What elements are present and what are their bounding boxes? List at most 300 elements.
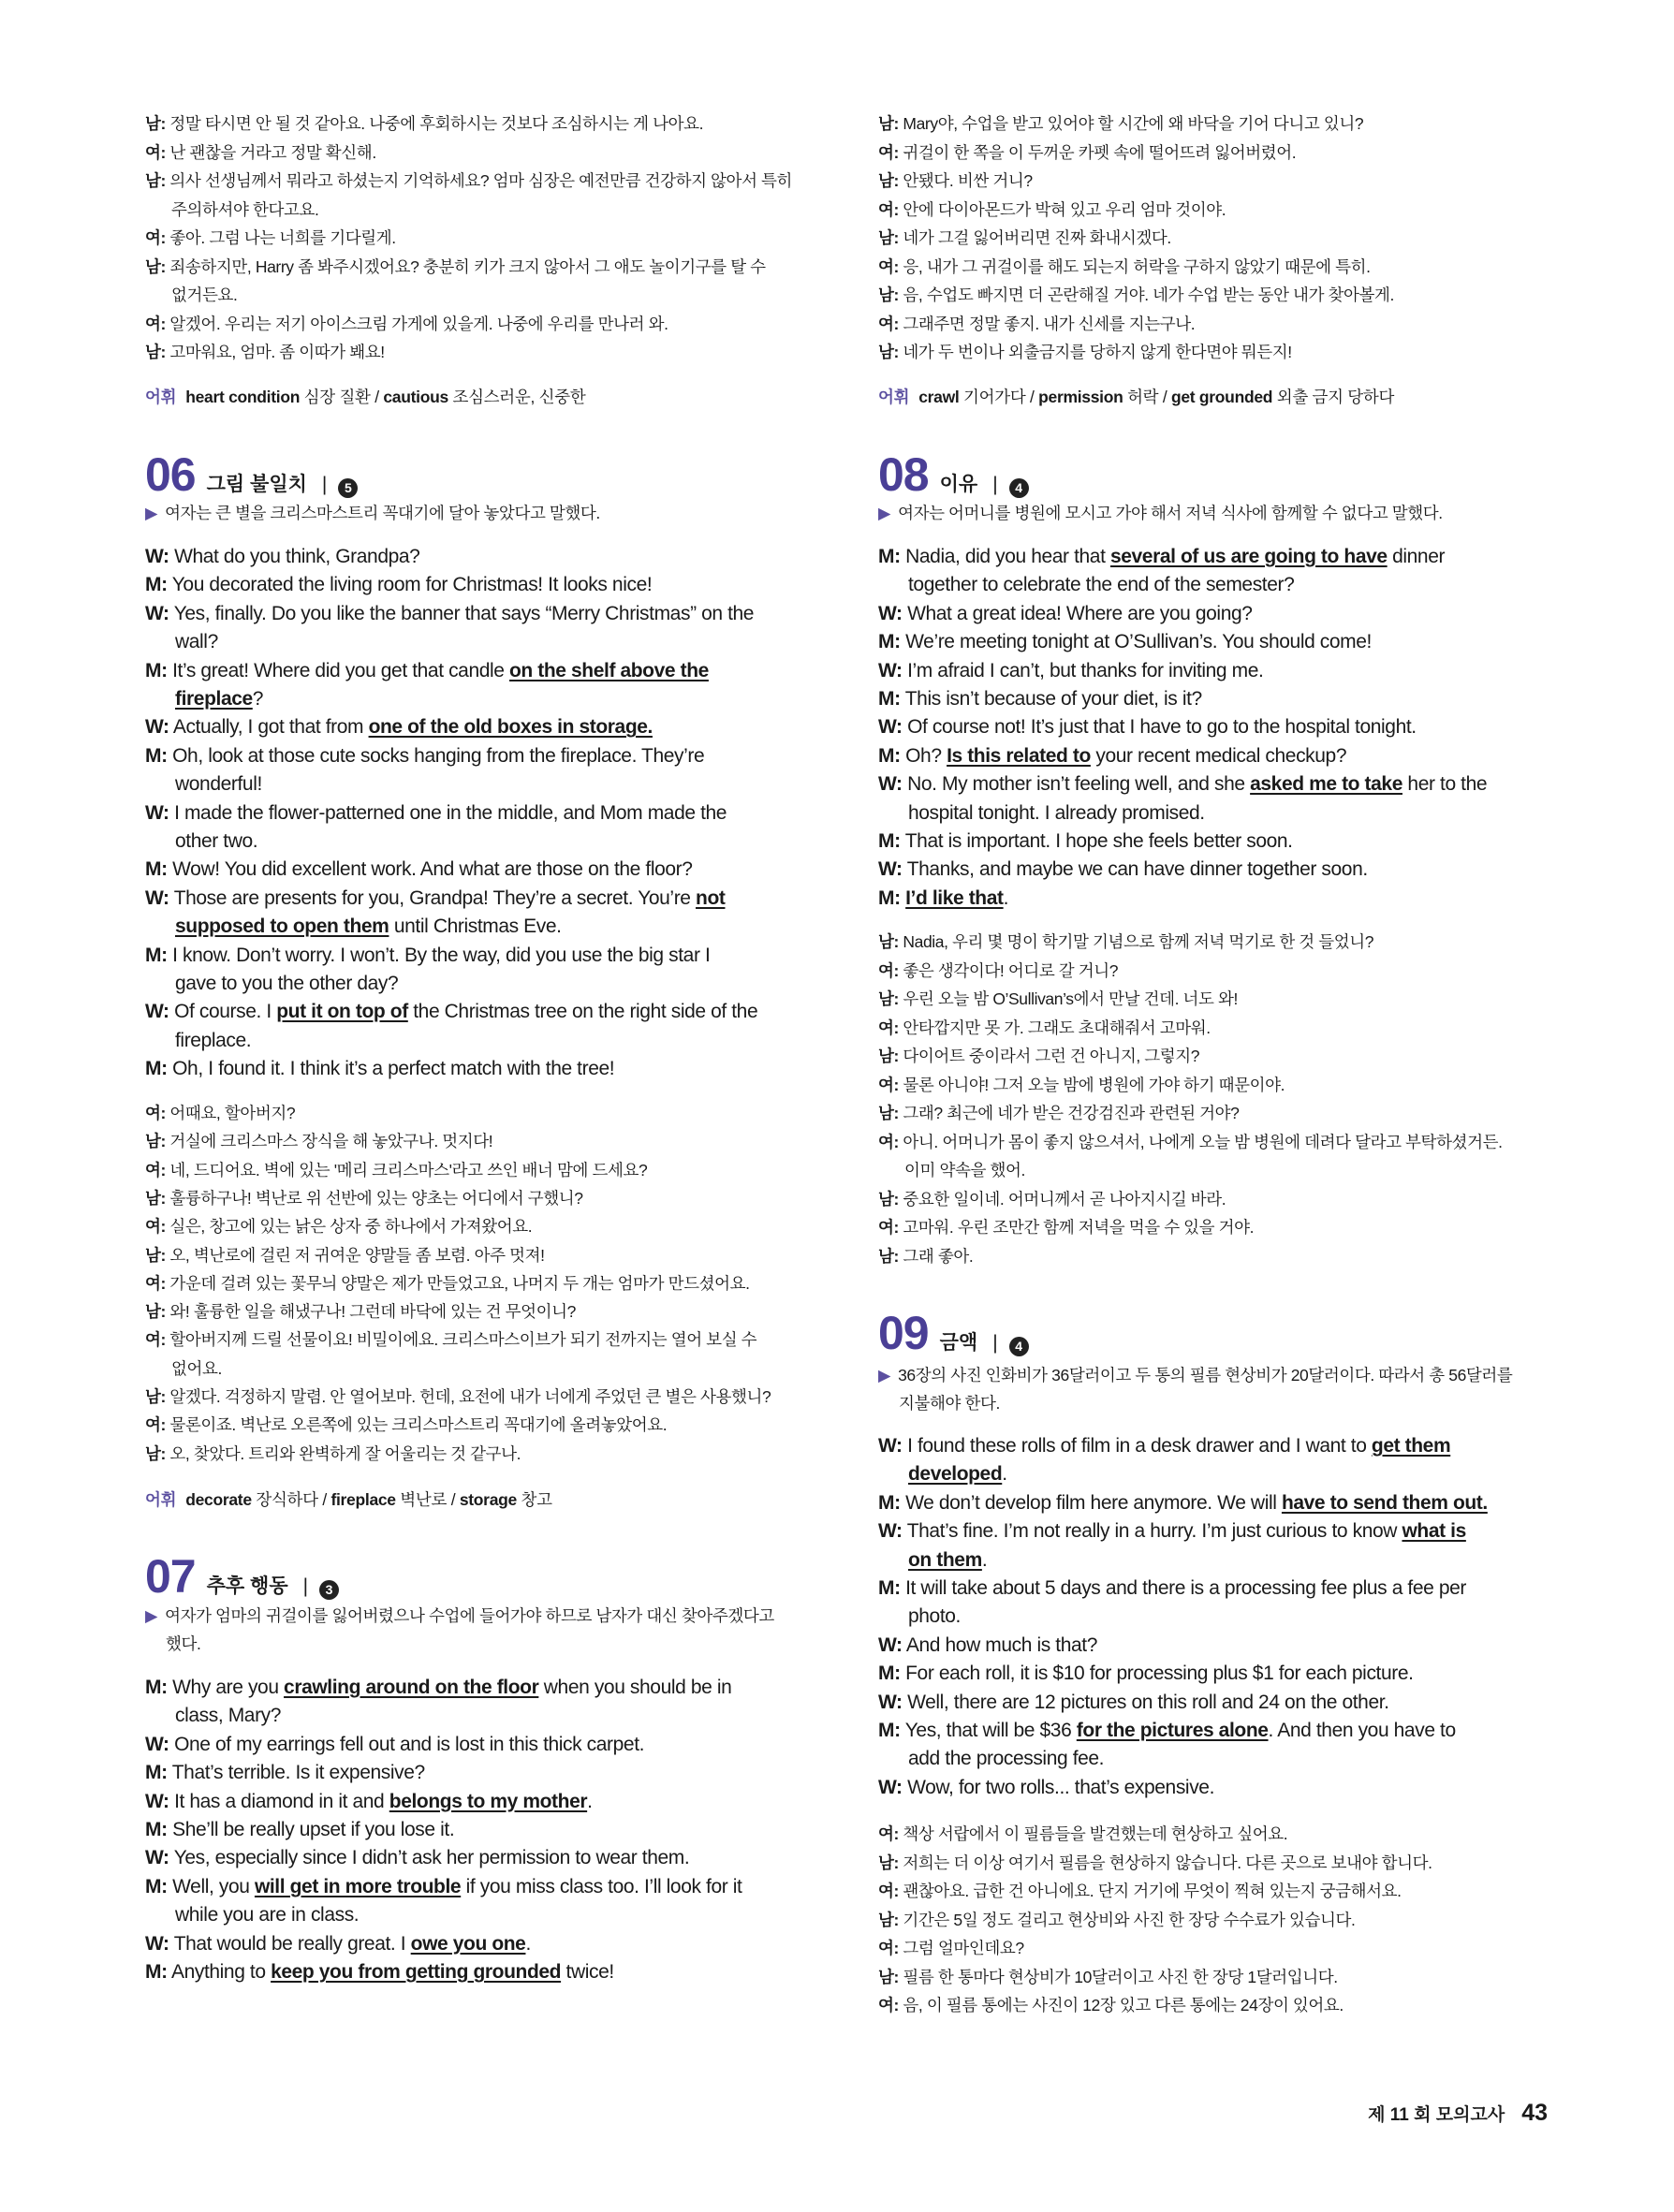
- line-text: 저희는 더 이상 여기서 필름을 현상하지 않습니다. 다른 곳으로 보내야 합니다.: [903, 1853, 1432, 1872]
- line-text: 고마워. 우린 조만간 함께 저녁을 먹을 수 있을 거야.: [903, 1218, 1255, 1237]
- script-line: [878, 1432, 1534, 1460]
- speaker-label: 여:: [145, 228, 170, 247]
- vocab-term: get grounded: [1170, 388, 1273, 406]
- script-text: I’m afraid I can’t, but thanks for inviting me.: [902, 659, 1264, 681]
- key-phrase: put it on top of: [276, 1001, 408, 1023]
- explanation-line: [878, 1390, 1000, 1416]
- separator: |: [992, 474, 998, 495]
- script-text: until Christmas Eve.: [389, 916, 562, 938]
- speaker-label: W:: [145, 886, 169, 909]
- speaker-label: 남:: [145, 256, 170, 276]
- speaker-label: 여:: [145, 142, 170, 162]
- speaker-label: 남:: [145, 343, 170, 361]
- script-line: [145, 742, 810, 770]
- script-text: if you miss class too. I’ll look for it: [461, 1875, 742, 1897]
- triangle-icon: ▶: [145, 504, 158, 522]
- script-line: [878, 1745, 1534, 1773]
- key-phrase: get them: [1371, 1435, 1451, 1457]
- script-text: That is important. I hope she feels better soon.: [900, 830, 1293, 852]
- section-header: [145, 1549, 339, 1602]
- vocab-term: heart condition: [185, 388, 301, 406]
- vocab-label: 어휘: [145, 1490, 177, 1509]
- speaker-label: M:: [145, 858, 168, 881]
- page-number: 43: [1521, 2100, 1548, 2126]
- line-text: 그래주면 정말 좋지. 내가 신세를 지는구나.: [903, 314, 1196, 333]
- korean-line: [145, 1441, 810, 1467]
- script-line: [878, 1575, 1534, 1603]
- script-line: [878, 1717, 1534, 1745]
- answer-badge: 5: [338, 478, 358, 498]
- speaker-label: W:: [145, 716, 169, 739]
- script-line: [878, 828, 1534, 856]
- vocab-term: storage: [459, 1490, 517, 1509]
- script-line: [145, 1759, 810, 1787]
- explanation-text: 했다.: [166, 1634, 201, 1653]
- speaker-label: 남:: [878, 1246, 903, 1266]
- korean-line: [145, 110, 810, 137]
- key-phrase: several of us are going to have: [1109, 546, 1388, 567]
- speaker-label: 남:: [145, 171, 170, 190]
- line-text: 어때요, 할아버지?: [169, 1104, 296, 1122]
- question-type: 추후 행동: [206, 1575, 288, 1597]
- speaker-label: 여:: [145, 1104, 170, 1122]
- script-text: other two.: [175, 830, 258, 852]
- speaker-label: 남:: [878, 989, 903, 1008]
- key-phrase: not: [696, 886, 726, 909]
- script-line: [145, 1930, 810, 1958]
- speaker-label: 여:: [878, 1996, 903, 2014]
- script-line: [145, 770, 810, 798]
- korean-line: [145, 139, 810, 166]
- korean-line: [145, 254, 810, 280]
- korean-line: [878, 1964, 1534, 1990]
- speaker-label: M:: [145, 659, 168, 681]
- speaker-label: 남:: [878, 228, 903, 247]
- speaker-label: 남:: [878, 114, 903, 133]
- answer-badge: 4: [1009, 478, 1029, 498]
- korean-line: [878, 1186, 1534, 1212]
- script-text: your recent medical checkup?: [1090, 744, 1347, 767]
- line-text: 네가 두 번이나 외출금지를 당하지 않게 한다면야 뭐든지!: [903, 343, 1292, 361]
- speaker-label: 여:: [878, 1939, 903, 1957]
- script-text: No. My mother isn’t feeling well, and she: [902, 773, 1251, 796]
- script-text: And how much is that?: [902, 1633, 1097, 1656]
- korean-line: [878, 1072, 1534, 1098]
- script-line: [878, 571, 1534, 599]
- line-text: 책상 서랍에서 이 필름들을 발견했는데 현상하고 싶어요.: [903, 1824, 1288, 1843]
- script-line: [878, 1774, 1534, 1802]
- line-text: 응, 내가 그 귀걸이를 해도 되는지 허락을 구하지 않았기 때문에 특히.: [903, 256, 1371, 276]
- script-text: Well, there are 12 pictures on this roll and 24 on the other.: [902, 1691, 1389, 1713]
- triangle-icon: ▶: [145, 1606, 158, 1625]
- speaker-label: 남:: [145, 1302, 170, 1322]
- korean-line: [878, 339, 1534, 365]
- line-text: 필름 한 통마다 현상비가 10달러이고 사진 한 장당 1달러입니다.: [903, 1967, 1338, 1986]
- korean-line: [878, 1129, 1534, 1155]
- speaker-label: 남:: [145, 1387, 170, 1406]
- answer-badge: 3: [319, 1580, 339, 1600]
- vocab-line: [145, 1487, 552, 1513]
- separator: |: [302, 1575, 309, 1597]
- speaker-label: 남:: [878, 1853, 903, 1872]
- script-text: What a great idea! Where are you going?: [902, 602, 1253, 624]
- speaker-label: 남:: [145, 1132, 170, 1151]
- script-line: [145, 1901, 810, 1929]
- speaker-label: 남:: [145, 1443, 170, 1463]
- line-text: 그래 좋아.: [903, 1246, 974, 1266]
- script-text: add the processing fee.: [908, 1748, 1105, 1770]
- script-text: hospital tonight. I already promised.: [908, 801, 1205, 824]
- line-text: 할아버지께 드릴 선물이요! 비밀이에요. 크리스마스이브가 되기 전까지는 열어 보실 수: [169, 1330, 757, 1350]
- script-text: She’ll be really upset if you lose it.: [167, 1819, 455, 1840]
- speaker-label: M:: [878, 631, 901, 653]
- line-text: 기간은 5일 정도 걸리고 현상비와 사진 한 장당 수수료가 있습니다.: [903, 1910, 1356, 1929]
- speaker-label: W:: [878, 1520, 903, 1543]
- speaker-label: 여:: [878, 314, 903, 333]
- script-text: That’s terrible. Is it expensive?: [167, 1762, 425, 1784]
- line-text: 실은, 창고에 있는 낡은 상자 중 하나에서 가져왔어요.: [169, 1217, 533, 1237]
- script-text: Anything to: [167, 1961, 272, 1983]
- korean-line: [878, 1243, 1534, 1269]
- korean-line: [145, 1128, 810, 1154]
- explanation-line: [878, 1362, 1512, 1388]
- answer-badge: 4: [1009, 1337, 1029, 1356]
- vocab-line: [145, 384, 585, 410]
- script-line: [145, 1027, 810, 1055]
- korean-line: [878, 1907, 1534, 1933]
- korean-line: [878, 1821, 1534, 1847]
- script-text: What do you think, Grandpa?: [169, 546, 420, 567]
- line-text: 없어요.: [171, 1358, 222, 1378]
- script-text: .: [1002, 1463, 1007, 1486]
- speaker-label: 여:: [878, 256, 903, 276]
- speaker-label: M:: [878, 744, 901, 767]
- speaker-label: W:: [878, 773, 903, 796]
- script-text: Oh?: [900, 744, 947, 767]
- korean-line: [878, 929, 1534, 955]
- script-line: [145, 998, 810, 1026]
- speaker-label: 여:: [878, 960, 903, 980]
- script-line: [145, 799, 810, 828]
- korean-line: [145, 339, 810, 365]
- script-line: [878, 628, 1534, 656]
- korean-line: [145, 168, 810, 194]
- script-line: [878, 1689, 1534, 1717]
- line-text: 안타깝지만 못 가. 그래도 초대해줘서 고마워.: [903, 1018, 1211, 1037]
- separator: |: [321, 474, 328, 495]
- script-text: I found these rolls of film in a desk drawer and I want to: [902, 1435, 1372, 1457]
- line-text: 오, 벽난로에 걸린 저 귀여운 양말들 좀 보렴. 아주 멋져!: [169, 1245, 545, 1265]
- line-text: 귀걸이 한 쪽을 이 두꺼운 카펫 속에 떨어뜨려 잃어버렸어.: [903, 142, 1297, 162]
- script-text: Well, you: [167, 1875, 255, 1897]
- speaker-label: M:: [878, 830, 901, 852]
- speaker-label: 남:: [145, 114, 170, 133]
- speaker-label: 남:: [878, 1967, 903, 1986]
- explanation-text: 여자는 어머니를 병원에 모시고 가야 해서 저녁 식사에 함께할 수 없다고 말했다.: [898, 504, 1443, 522]
- speaker-label: M:: [878, 688, 901, 710]
- korean-line: [145, 1100, 810, 1126]
- script-text: the Christmas tree on the right side of the: [407, 1001, 758, 1023]
- script-text: Why are you: [167, 1677, 285, 1698]
- line-text: 중요한 일이네. 어머니께서 곧 나아지시길 바라.: [903, 1189, 1226, 1209]
- speaker-label: W:: [878, 1633, 903, 1656]
- question-number: 06: [145, 448, 196, 501]
- speaker-label: M:: [145, 944, 168, 966]
- script-text: Yes, especially since I didn’t ask her permission to wear them.: [169, 1847, 690, 1869]
- script-text: I made the flower-patterned one in the middle, and Mom made the: [169, 801, 727, 824]
- script-line: [878, 770, 1534, 798]
- script-line: [145, 571, 810, 599]
- korean-line: [145, 1213, 810, 1239]
- line-text: 아니. 어머니가 몸이 좋지 않으셔서, 나에게 오늘 밤 병원에 데려다 달라고 부탁하셨거든.: [903, 1132, 1503, 1151]
- line-text: 안에 다이아몬드가 박혀 있고 우리 엄마 것이야.: [903, 199, 1226, 219]
- speaker-label: 여:: [878, 1132, 903, 1151]
- korean-line: [145, 197, 810, 223]
- script-line: [878, 657, 1534, 685]
- explanation-text: 지불해야 한다.: [899, 1394, 1000, 1413]
- question-type: 이유: [939, 474, 978, 495]
- key-phrase: owe you one: [410, 1932, 526, 1955]
- vocab-term: permission: [1038, 388, 1123, 406]
- key-phrase: asked me to take: [1250, 773, 1402, 796]
- line-text: 물론이죠. 벽난로 오른쪽에 있는 크리스마스트리 꼭대기에 올려놓았어요.: [169, 1415, 668, 1435]
- line-text: 음, 수업도 빠지면 더 곤란해질 거야. 네가 수업 받는 동안 내가 찾아볼게.: [903, 286, 1395, 304]
- script-text: wonderful!: [175, 773, 262, 796]
- korean-line: [145, 1157, 810, 1183]
- line-text: 거실에 크리스마스 장식을 해 놓았구나. 멋지다!: [169, 1132, 493, 1151]
- line-text: 그럼 얼마인데요?: [903, 1939, 1024, 1957]
- line-text: 정말 타시면 안 될 것 같아요. 나중에 후회하시는 것보다 조심하시는 게 나아요.: [169, 114, 704, 133]
- vocab-meaning: 허락 /: [1123, 388, 1171, 406]
- line-text: 와! 훌륭한 일을 해냈구나! 그런데 바닥에 있는 건 무엇이니?: [169, 1302, 576, 1322]
- line-text: 고마워요, 엄마. 좀 이따가 봬요!: [169, 343, 385, 361]
- script-line: [878, 1603, 1534, 1631]
- speaker-label: M:: [878, 1577, 901, 1599]
- script-text: Nadia, did you hear that: [900, 546, 1110, 567]
- explanation-text: 여자가 엄마의 귀걸이를 잃어버렸으나 수업에 들어가야 하므로 남자가 대신 찾아주겠다고: [165, 1606, 774, 1625]
- script-text: .: [587, 1790, 593, 1812]
- key-phrase: on the shelf above the: [509, 659, 709, 681]
- speaker-label: W:: [878, 1691, 903, 1713]
- speaker-label: 여:: [878, 1218, 903, 1237]
- page-footer: [1368, 2100, 1548, 2127]
- script-line: [878, 1632, 1534, 1660]
- speaker-label: M:: [145, 1058, 168, 1080]
- line-text: 죄송하지만, Harry 좀 봐주시겠어요? 충분히 키가 크지 않아서 그 애도 놀이기구를 탈 수: [169, 256, 766, 276]
- speaker-label: M:: [145, 1762, 168, 1784]
- script-text: Oh, I found it. I think it’s a perfect match with the tree!: [167, 1058, 615, 1080]
- script-line: [145, 942, 810, 970]
- line-text: 음, 이 필름 통에는 사진이 12장 있고 다른 통에는 24장이 있어요.: [903, 1996, 1344, 2014]
- key-phrase: developed: [908, 1463, 1003, 1486]
- korean-line: [878, 1878, 1534, 1904]
- vocab-term: decorate: [185, 1490, 252, 1509]
- key-phrase: fireplace: [175, 688, 253, 710]
- speaker-label: M:: [878, 886, 901, 909]
- script-text: ?: [252, 688, 264, 710]
- exam-label: 제 11 회 모의고사: [1368, 2105, 1505, 2125]
- korean-line: [878, 311, 1534, 337]
- speaker-label: 남:: [878, 1189, 903, 1209]
- line-text: 난 괜찮을 거라고 정말 확신해.: [169, 142, 376, 162]
- script-text: .: [525, 1932, 531, 1955]
- section-header: [145, 447, 358, 500]
- key-phrase: have to send them out.: [1281, 1491, 1488, 1514]
- question-number: 09: [878, 1307, 929, 1359]
- vocab-term: fireplace: [330, 1490, 396, 1509]
- speaker-label: W:: [878, 1776, 903, 1798]
- line-text: 가운데 걸려 있는 꽃무늬 양말은 제가 만들었고요, 나머지 두 개는 엄마가 만드셨어요.: [169, 1273, 750, 1293]
- speaker-label: 남:: [878, 1047, 903, 1065]
- script-text: wall?: [175, 631, 218, 653]
- script-text: For each roll, it is $10 for processing plus $1 for each picture.: [900, 1663, 1414, 1685]
- section-header: [878, 447, 1029, 500]
- korean-line: [878, 225, 1534, 251]
- speaker-label: W:: [878, 858, 903, 881]
- korean-line: [878, 110, 1534, 137]
- script-text: Those are presents for you, Grandpa! They’re a secret. You’re: [169, 886, 697, 909]
- script-line: [145, 685, 810, 713]
- speaker-label: M:: [145, 574, 168, 596]
- script-text: It will take about 5 days and there is a processing fee plus a fee per: [900, 1577, 1466, 1599]
- korean-line: [878, 1850, 1534, 1876]
- script-text: Actually, I got that from: [169, 716, 369, 739]
- script-text: We’re meeting tonight at O’Sullivan’s. You should come!: [900, 631, 1372, 653]
- speaker-label: M:: [878, 546, 901, 567]
- korean-line: [878, 958, 1534, 984]
- script-text: Oh, look at those cute socks hanging from the fireplace. They’re: [167, 744, 705, 767]
- korean-line: [145, 225, 810, 251]
- line-text: Nadia, 우리 몇 명이 학기말 기념으로 함께 저녁 먹기로 한 것 들었니?: [903, 932, 1374, 951]
- explanation-text: 36장의 사진 인화비가 36달러이고 두 통의 필름 현상비가 20달러이다. 따라서 총 56달러를: [898, 1366, 1513, 1384]
- speaker-label: W:: [145, 602, 169, 624]
- question-number: 07: [145, 1550, 196, 1603]
- key-phrase: supposed to open them: [175, 916, 389, 938]
- korean-line: [878, 1157, 1534, 1183]
- script-text: It has a diamond in it and: [169, 1790, 389, 1812]
- speaker-label: W:: [145, 546, 169, 567]
- speaker-label: M:: [878, 1720, 901, 1741]
- script-line: [145, 828, 810, 856]
- speaker-label: 여:: [145, 1160, 170, 1179]
- vocab-line: [878, 384, 1394, 410]
- explanation-line: [145, 1603, 774, 1629]
- speaker-label: M:: [145, 1961, 168, 1983]
- question-number: 08: [878, 448, 929, 501]
- script-line: [145, 913, 810, 941]
- script-line: [145, 600, 810, 628]
- korean-line: [878, 139, 1534, 166]
- script-text: .: [981, 1548, 988, 1571]
- key-phrase: for the pictures alone: [1076, 1720, 1269, 1741]
- script-text: That would be really great. I: [169, 1932, 411, 1955]
- speaker-label: 남:: [878, 932, 903, 951]
- script-line: [878, 543, 1534, 571]
- korean-line: [145, 1355, 810, 1382]
- line-text: 네가 그걸 잃어버리면 진짜 화내시겠다.: [903, 228, 1171, 247]
- line-text: 우린 오늘 밤 O’Sullivan’s에서 만날 건데. 너도 와!: [903, 989, 1238, 1008]
- vocab-meaning: 심장 질환 /: [300, 388, 384, 406]
- key-phrase: Is this related to: [947, 744, 1091, 767]
- speaker-label: 남:: [878, 286, 903, 304]
- korean-line: [145, 1270, 810, 1296]
- speaker-label: 남:: [878, 1104, 903, 1122]
- speaker-label: M:: [145, 744, 168, 767]
- speaker-label: W:: [145, 1790, 169, 1812]
- script-text: . And then you have to: [1268, 1720, 1456, 1741]
- explanation-text: 여자는 큰 별을 크리스마스트리 꼭대기에 달아 놓았다고 말했다.: [165, 504, 600, 522]
- script-line: [145, 856, 810, 884]
- vocab-label: 어휘: [145, 388, 177, 406]
- script-line: [145, 1731, 810, 1759]
- key-phrase: crawling around on the floor: [284, 1677, 539, 1698]
- script-line: [878, 1546, 1534, 1575]
- script-line: [145, 1788, 810, 1816]
- script-line: [145, 1844, 810, 1872]
- speaker-label: 여:: [878, 142, 903, 162]
- script-line: [145, 970, 810, 998]
- script-line: [145, 1958, 810, 1986]
- script-line: [145, 1816, 810, 1844]
- speaker-label: W:: [145, 801, 169, 824]
- line-text: 훌륭하구나! 벽난로 위 선반에 있는 양초는 어디에서 구했니?: [169, 1188, 583, 1208]
- key-phrase: will get in more trouble: [254, 1875, 462, 1897]
- script-text: Of course. I: [169, 1001, 277, 1023]
- korean-line: [145, 1298, 810, 1325]
- speaker-label: W:: [145, 1001, 169, 1023]
- speaker-label: M:: [145, 1875, 168, 1897]
- vocab-meaning: 장식하다 /: [251, 1490, 331, 1509]
- line-text: 다이어트 중이라서 그런 건 아니지, 그렇지?: [903, 1047, 1200, 1065]
- korean-line: [878, 1214, 1534, 1240]
- script-text: gave to you the other day?: [175, 973, 399, 994]
- script-text: It’s great! Where did you get that candle: [167, 659, 509, 681]
- script-line: [878, 1660, 1534, 1688]
- korean-line: [145, 1242, 810, 1268]
- script-line: [878, 856, 1534, 884]
- speaker-label: 여:: [145, 1330, 170, 1350]
- key-phrase: belongs to my mother: [389, 1790, 588, 1812]
- vocab-meaning: 조심스러운, 신중한: [448, 388, 586, 406]
- vocab-meaning: 벽난로 /: [395, 1490, 460, 1509]
- separator: |: [992, 1332, 998, 1354]
- line-text: 안됐다. 비싼 거니?: [903, 171, 1033, 190]
- line-text: 이미 약속을 했어.: [904, 1161, 1025, 1179]
- script-line: [878, 799, 1534, 828]
- script-text: while you are in class.: [175, 1904, 360, 1926]
- key-phrase: what is: [1402, 1520, 1466, 1543]
- speaker-label: W:: [878, 659, 903, 681]
- line-text: 주의하셔야 한다고요.: [171, 199, 319, 219]
- script-line: [878, 600, 1534, 628]
- speaker-label: 여:: [878, 1824, 903, 1843]
- speaker-label: W:: [145, 1847, 169, 1869]
- script-line: [878, 1517, 1534, 1545]
- vocab-meaning: 기어가다 /: [959, 388, 1039, 406]
- script-line: [145, 713, 810, 741]
- korean-line: [878, 1935, 1534, 1961]
- script-line: [145, 885, 810, 913]
- korean-line: [878, 1015, 1534, 1041]
- explanation-line: [145, 1631, 200, 1657]
- line-text: 물론 아니야! 그저 오늘 밤에 병원에 가야 하기 때문이야.: [903, 1075, 1285, 1094]
- korean-line: [878, 986, 1534, 1012]
- vocab-term: cautious: [383, 388, 448, 406]
- script-line: [145, 1055, 810, 1083]
- speaker-label: 남:: [145, 1188, 170, 1208]
- triangle-icon: ▶: [878, 504, 891, 522]
- speaker-label: 여:: [878, 199, 903, 219]
